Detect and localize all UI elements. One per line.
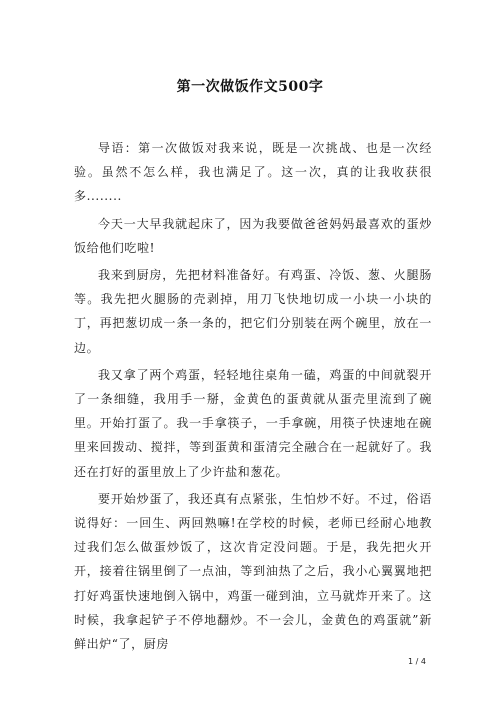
document-title: 第一次做饭作文500字 [176, 79, 324, 95]
document-body [74, 136, 432, 659]
paragraph: 我又拿了两个鸡蛋，轻轻地往桌角一磕，鸡蛋的中间就裂开了一条细缝，我用手一掰，金黄色的蛋黄就从蛋壳里流到了碗里。开始打蛋了。我一手拿筷子，一手拿碗，用筷子快速地在碗里来回拨动、搅拌，等到蛋黄和蛋清完全融合在一起就好了。我还在打好的蛋里放上了少许盐和葱花。 [74, 367, 432, 479]
paragraph: 今天一大早我就起床了，因为我要做爸爸妈妈最喜欢的蛋炒饭给他们吃啦! [74, 216, 432, 255]
paragraph: 导语：第一次做饭对我来说，既是一次挑战、也是一次经验。虽然不怎么样，我也满足了。这一次，真的让我收获很多........ [74, 141, 432, 204]
page-number: 1 / 4 [408, 657, 426, 666]
paragraph: 要开始炒蛋了，我还真有点紧张，生怕炒不好。不过，俗语说得好：一回生、两回熟嘛!在学校的时候，老师已经耐心地教过我们怎么做蛋炒饭了，这次肯定没问题。于是，我先把火开开，接着往锅里倒了一点油，等到油热了之后，我小心翼翼地把打好鸡蛋快速地倒入锅中，鸡蛋一碰到油，立马就炸开来了。这时候，我拿起铲子不停地翻炒。不一会儿，金黄色的鸡蛋就”新鲜出炉“了，厨房 [74, 491, 432, 652]
paragraph: 我来到厨房，先把材料准备好。有鸡蛋、冷饭、葱、火腿肠等。我先把火腿肠的壳剥掉，用刀飞快地切成一小块一小块的丁，再把葱切成一条一条的，把它们分别装在两个碗里，放在一边。 [74, 268, 432, 355]
